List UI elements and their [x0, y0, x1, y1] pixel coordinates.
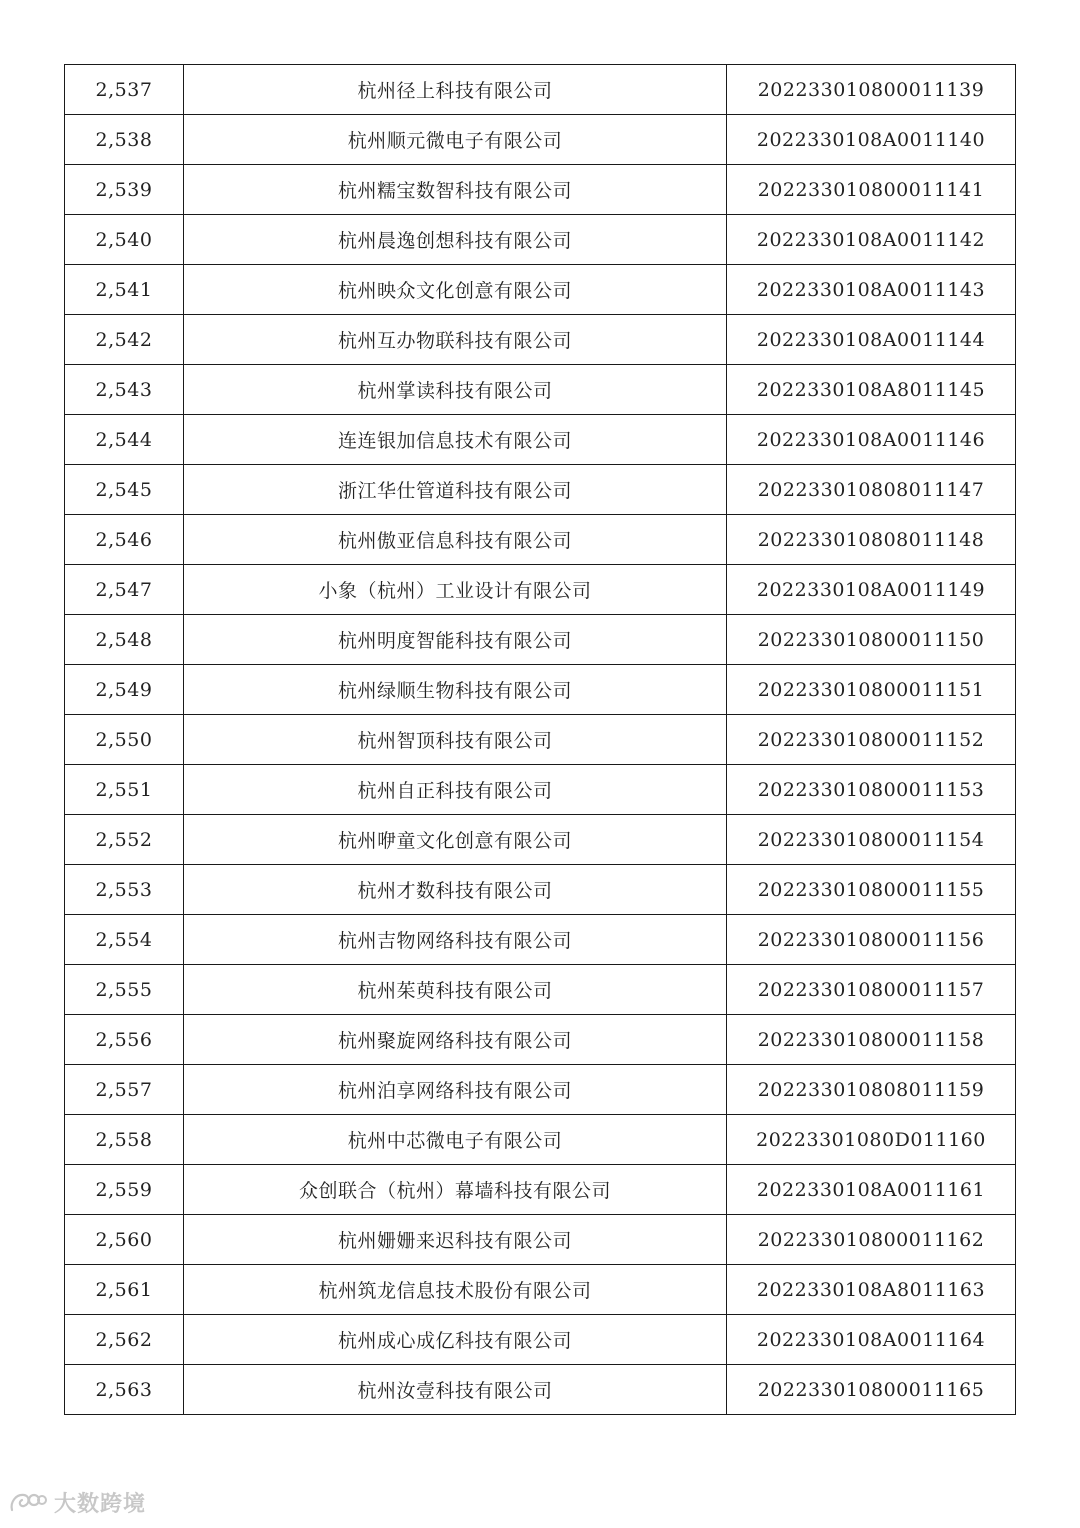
- table-row: [65, 815, 1016, 865]
- row-index-cell: 2,563: [65, 1365, 184, 1415]
- row-index-cell: 2,538: [65, 115, 184, 165]
- company-name-cell: 杭州映众文化创意有限公司: [184, 265, 727, 315]
- registration-code-cell: 2022330108A8011163: [727, 1265, 1016, 1315]
- row-index-cell: 2,541: [65, 265, 184, 315]
- table-row: [65, 1165, 1016, 1215]
- registration-code-cell: 202233010800011141: [727, 165, 1016, 215]
- company-name-cell: 杭州顺元微电子有限公司: [184, 115, 727, 165]
- row-index-cell: 2,557: [65, 1065, 184, 1115]
- table-row: [65, 615, 1016, 665]
- table-row: [65, 1015, 1016, 1065]
- table-row: [65, 765, 1016, 815]
- company-name-cell: 杭州姗姗来迟科技有限公司: [184, 1215, 727, 1265]
- table-row: [65, 465, 1016, 515]
- table-body: [65, 65, 1016, 1415]
- registration-code-cell: 202233010800011156: [727, 915, 1016, 965]
- company-name-cell: 浙江华仕管道科技有限公司: [184, 465, 727, 515]
- document-page: [64, 64, 1015, 1415]
- row-index-cell: 2,540: [65, 215, 184, 265]
- table-row: [65, 915, 1016, 965]
- company-name-cell: 小象（杭州）工业设计有限公司: [184, 565, 727, 615]
- registration-code-cell: 202233010808011159: [727, 1065, 1016, 1115]
- table-row: [65, 715, 1016, 765]
- table-row: [65, 165, 1016, 215]
- table-row: [65, 315, 1016, 365]
- table-row: [65, 215, 1016, 265]
- company-name-cell: 杭州成心成亿科技有限公司: [184, 1315, 727, 1365]
- brand-logo-icon: [8, 1490, 48, 1516]
- registration-code-cell: 2022330108A0011144: [727, 315, 1016, 365]
- registration-code-cell: 2022330108A0011161: [727, 1165, 1016, 1215]
- company-name-cell: 杭州径上科技有限公司: [184, 65, 727, 115]
- table-row: [65, 865, 1016, 915]
- registration-code-cell: 2022330108A0011149: [727, 565, 1016, 615]
- row-index-cell: 2,561: [65, 1265, 184, 1315]
- row-index-cell: 2,556: [65, 1015, 184, 1065]
- company-name-cell: 杭州筑龙信息技术股份有限公司: [184, 1265, 727, 1315]
- row-index-cell: 2,550: [65, 715, 184, 765]
- company-name-cell: 杭州吉物网络科技有限公司: [184, 915, 727, 965]
- table-row: [65, 415, 1016, 465]
- company-name-cell: 杭州中芯微电子有限公司: [184, 1115, 727, 1165]
- table-row: [65, 1215, 1016, 1265]
- row-index-cell: 2,560: [65, 1215, 184, 1265]
- company-name-cell: 连连银加信息技术有限公司: [184, 415, 727, 465]
- company-registry-table: [64, 64, 1016, 1415]
- row-index-cell: 2,558: [65, 1115, 184, 1165]
- registration-code-cell: 202233010808011147: [727, 465, 1016, 515]
- table-row: [65, 1365, 1016, 1415]
- company-name-cell: 杭州明度智能科技有限公司: [184, 615, 727, 665]
- row-index-cell: 2,547: [65, 565, 184, 615]
- company-name-cell: 杭州掌读科技有限公司: [184, 365, 727, 415]
- registration-code-cell: 202233010800011165: [727, 1365, 1016, 1415]
- registration-code-cell: 202233010800011155: [727, 865, 1016, 915]
- registration-code-cell: 202233010800011151: [727, 665, 1016, 715]
- registration-code-cell: 20223301080D011160: [727, 1115, 1016, 1165]
- company-name-cell: 杭州自正科技有限公司: [184, 765, 727, 815]
- table-row: [65, 65, 1016, 115]
- row-index-cell: 2,559: [65, 1165, 184, 1215]
- registration-code-cell: 2022330108A0011146: [727, 415, 1016, 465]
- row-index-cell: 2,546: [65, 515, 184, 565]
- registration-code-cell: 2022330108A0011143: [727, 265, 1016, 315]
- watermark-text: 大数跨境: [54, 1492, 147, 1517]
- row-index-cell: 2,554: [65, 915, 184, 965]
- company-name-cell: 杭州糯宝数智科技有限公司: [184, 165, 727, 215]
- row-index-cell: 2,555: [65, 965, 184, 1015]
- company-name-cell: 众创联合（杭州）幕墙科技有限公司: [184, 1165, 727, 1215]
- company-name-cell: 杭州晨逸创想科技有限公司: [184, 215, 727, 265]
- table-row: [65, 365, 1016, 415]
- registration-code-cell: 202233010800011154: [727, 815, 1016, 865]
- row-index-cell: 2,553: [65, 865, 184, 915]
- company-name-cell: 杭州茱萸科技有限公司: [184, 965, 727, 1015]
- table-row: [65, 965, 1016, 1015]
- row-index-cell: 2,542: [65, 315, 184, 365]
- row-index-cell: 2,537: [65, 65, 184, 115]
- row-index-cell: 2,552: [65, 815, 184, 865]
- table-row: [65, 1065, 1016, 1115]
- registration-code-cell: 2022330108A8011145: [727, 365, 1016, 415]
- registration-code-cell: 202233010800011150: [727, 615, 1016, 665]
- company-name-cell: 杭州咿童文化创意有限公司: [184, 815, 727, 865]
- row-index-cell: 2,562: [65, 1315, 184, 1365]
- row-index-cell: 2,549: [65, 665, 184, 715]
- row-index-cell: 2,539: [65, 165, 184, 215]
- registration-code-cell: 2022330108A0011164: [727, 1315, 1016, 1365]
- registration-code-cell: 202233010800011162: [727, 1215, 1016, 1265]
- table-row: [65, 1315, 1016, 1365]
- registration-code-cell: 2022330108A0011142: [727, 215, 1016, 265]
- company-name-cell: 杭州绿顺生物科技有限公司: [184, 665, 727, 715]
- company-name-cell: 杭州互办物联科技有限公司: [184, 315, 727, 365]
- company-name-cell: 杭州聚旋网络科技有限公司: [184, 1015, 727, 1065]
- registration-code-cell: 202233010800011152: [727, 715, 1016, 765]
- row-index-cell: 2,543: [65, 365, 184, 415]
- registration-code-cell: 202233010800011153: [727, 765, 1016, 815]
- table-row: [65, 1115, 1016, 1165]
- row-index-cell: 2,551: [65, 765, 184, 815]
- company-name-cell: 杭州泊享网络科技有限公司: [184, 1065, 727, 1115]
- registration-code-cell: 202233010800011139: [727, 65, 1016, 115]
- table-row: [65, 665, 1016, 715]
- registration-code-cell: 202233010808011148: [727, 515, 1016, 565]
- row-index-cell: 2,548: [65, 615, 184, 665]
- table-row: [65, 265, 1016, 315]
- table-row: [65, 515, 1016, 565]
- row-index-cell: 2,545: [65, 465, 184, 515]
- table-row: [65, 115, 1016, 165]
- company-name-cell: 杭州汝壹科技有限公司: [184, 1365, 727, 1415]
- registration-code-cell: 202233010800011157: [727, 965, 1016, 1015]
- table-row: [65, 1265, 1016, 1315]
- company-name-cell: 杭州傲亚信息科技有限公司: [184, 515, 727, 565]
- registration-code-cell: 2022330108A0011140: [727, 115, 1016, 165]
- row-index-cell: 2,544: [65, 415, 184, 465]
- table-row: [65, 565, 1016, 615]
- watermark: [8, 1487, 146, 1518]
- company-name-cell: 杭州智顶科技有限公司: [184, 715, 727, 765]
- company-name-cell: 杭州才数科技有限公司: [184, 865, 727, 915]
- registration-code-cell: 202233010800011158: [727, 1015, 1016, 1065]
